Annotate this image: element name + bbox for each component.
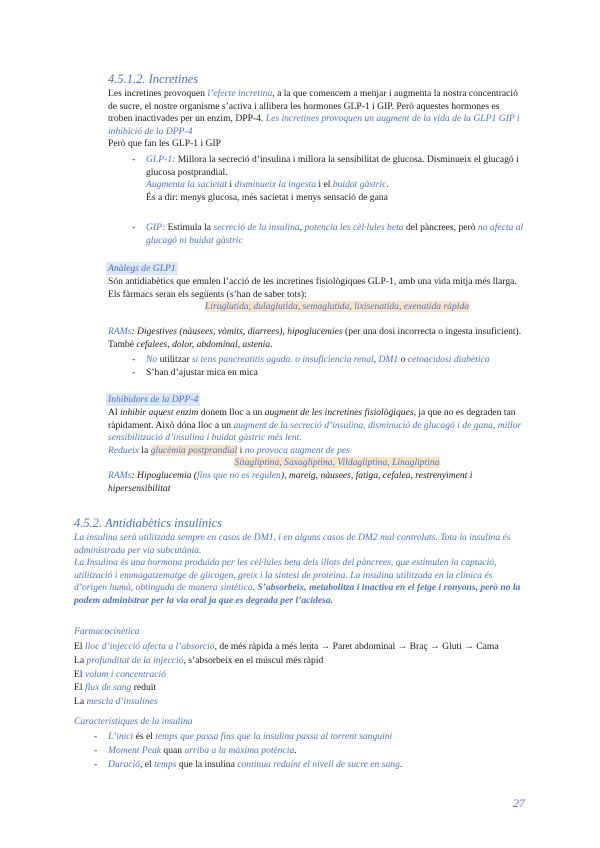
list-item-inici: - L’inici és el temps que passa fins que la insulina passa al torrent sanguini xyxy=(88,730,526,744)
subheading-caracteristiques: Característiques de la insulina xyxy=(74,716,193,727)
glp-gip-list xyxy=(126,154,526,248)
caracteristiques-list xyxy=(88,730,526,772)
list-item-glp1: - GLP-1: Millora la secreció d’insulina i millora la sensibilitat de glucosa. Disminueix el glucagó i glucosa postprandial. Augmenta la sacietat i disminueix la ingesta i el buidat gàstric. És a dir: menys glucosa, més sacietat i menys sensació de gana xyxy=(126,154,526,204)
list-item-moment-peak: - Moment Peak quan arriba a la màxima potència. xyxy=(88,744,526,758)
dpp4-drug-list: Sitagliptina, Saxagliptina, Vildagliptina, Linagliptina xyxy=(234,457,440,469)
section-heading-antidiabetics-insulinics: 4.5.2. Antidiabètics insulínics xyxy=(74,516,223,530)
list-item-ajustar: - S’han d’ajustar mica en mica xyxy=(126,367,526,380)
glp1-drug-list: Liraglutida, dulaglutida, semaglutida, lixisenatida, exenatida ràpida xyxy=(204,301,470,313)
question-line: Però que fan les GLP-1 i GIP xyxy=(108,138,221,150)
farmaco-line-volum: El volum i concentració xyxy=(74,668,166,680)
incretines-paragraph: Les incretines provoquen l’efecte incretina, a la que comencem a menjar i augmenta la nostra concentració de sucre, el nostre organisme s’activa i allibera les hormones GLP-1 i GIP. Però aquestes hormones es troben inactivades per un enzim, DPP-4. Les incretines provoquen un augment de la vida de la GLP1 GIP i inhibició de la DPP-4 Però que fan les GLP-1 i GIP xyxy=(108,88,526,151)
list-item-gip: - GIP: Estimula la secreció de la insulina, potencia les cèl·lules beta del pàncrees, però no afecta al glucagó ni buidat gàstric xyxy=(126,222,526,247)
insulin-intro: La insulina serà utilitzada sempre en casos de DM1, i en alguns casos de DM2 mal controlats. Tota la insulina és administrada per via subcutània. La Insulina és una hormona produïda per les cèl·lules beta dels illots del pàncrees, que estimulen la captació, utilització i emmagatzematge de glicogen, greix i la síntesi de proteïna. La insulina utilitzada en la clínica és d’origen humà, obtinguda de manera sintètica. S’absorbeix, metabolitza i inactiva en el fetge i ronyons, però no la podem administrar per la via oral ja que es degrada per l’acidesa. xyxy=(74,532,521,606)
analegs-rams: RAMs: Digestives (nàusees, vòmits, diarrees), hipoglucemies (per una dosi incorrecta o ingesta insuficient). També cefalees, dolor, abdominal, astenia. xyxy=(108,326,522,350)
subheading-inhibidors-dpp4: Inhibidors de la DPP-4 xyxy=(108,394,199,405)
list-item-no-utilitzar: - No utilitzar si tens pancreatitis aguda. o insuficiencia renal, DM1 o cetoacidosi diabètica xyxy=(126,354,526,367)
farmaco-line-profunditat: La profunditat de la injecció, s’absorbeix en el múscul més ràpid xyxy=(74,654,324,666)
page-number: 27 xyxy=(513,796,525,810)
list-item-duracio: - Duració, el temps que la insulina continua reduint el nivell de sucre en sang. xyxy=(88,758,526,772)
subheading-analegs-glp1: Anàlegs de GLP1 xyxy=(108,263,176,274)
analegs-paragraph: Són antidiabètics que emulen l’acció de les incretines fisiològiques GLP-1, amb una vida mitja més llarga. Els fàrmacs seran els següents (s’han de saber tots): Liraglutida, dulaglutida, semaglutida, lixisenatida, exenatida ràpida xyxy=(108,276,517,313)
farmacocinetica-lines xyxy=(74,640,526,709)
farmaco-line-mescla: La mescla d’insulines xyxy=(74,696,158,708)
farmaco-line-flux: El flux de sang reduït xyxy=(74,682,157,694)
farmaco-line-lloc: El lloc d’injecció afecta a l’absorció, de més ràpida a més lenta → Paret abdominal → Braç → Gluti → Cama xyxy=(74,641,499,652)
section-heading-incretines: 4.5.1.2. Incretines xyxy=(108,72,199,86)
dpp4-paragraph: Al inhibir aquest enzim donem lloc a un augment de les incretines fisiològiques, ja que no es degraden tan ràpidament. Això dóna lloc a un augment de la secreció d’insulina, disminució de glucagó i de gana, millor sensibilització d’insulina i buidat gàstric més lent. Redueix la glucèmia postprandial i no provoca augment de pes Sitagliptina, Saxagliptina, Vildagliptina, Linagliptina RAMs: Hipoglucemia (fins que no es regulen), mareig, nàusees, fatiga, cefalea, restrenyiment i hipersensibilitat xyxy=(108,407,522,494)
analegs-list xyxy=(126,354,526,379)
subheading-farmacocinetica: Farmacocinètica xyxy=(74,626,140,637)
